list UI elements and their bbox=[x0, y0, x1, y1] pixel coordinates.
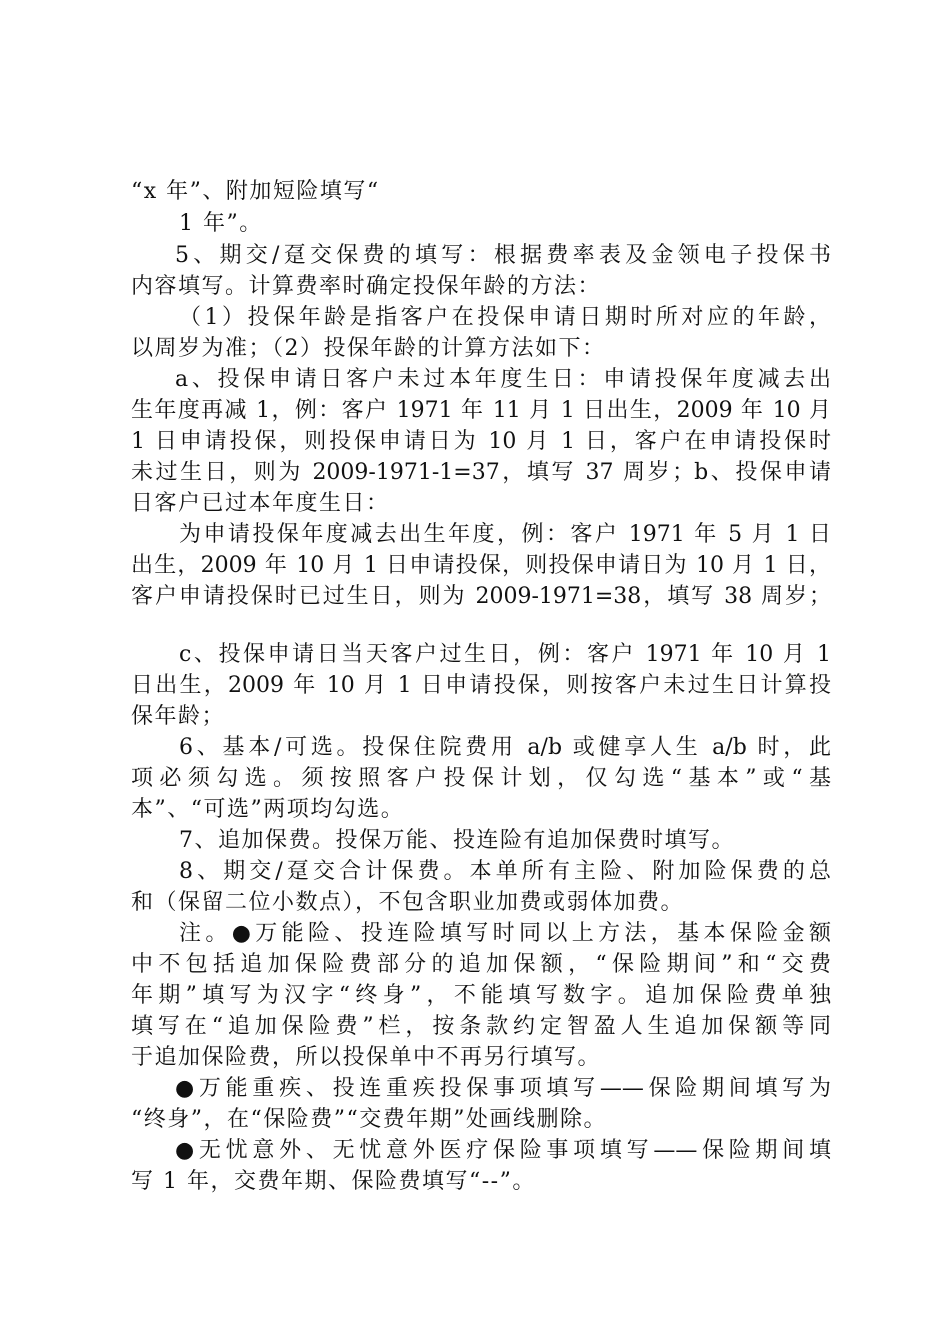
text-line: 保年龄； bbox=[131, 704, 226, 729]
text-line: a、投保申请日客户未过本年度生日：申请投保年度减去出 bbox=[175, 367, 831, 392]
text-line: 填写在“追加保险费”栏，按条款约定智盈人生追加保额等同 bbox=[131, 1014, 831, 1039]
text-line: c、投保申请日当天客户过生日，例：客户 1971 年 10 月 1 bbox=[179, 642, 831, 667]
text-line: “终身”，在“保险费”“交费年期”处画线删除。 bbox=[131, 1107, 607, 1132]
text-line: 年期”填写为汉字“终身”，不能填写数字。追加保险费单独 bbox=[131, 983, 831, 1008]
text-line: 日出生，2009 年 10 月 1 日申请投保，则按客户未过生日计算投 bbox=[131, 673, 831, 698]
text-line: 项必须勾选。须按照客户投保计划，仅勾选“基本”或“基 bbox=[131, 766, 831, 791]
text-line: 于追加保险费，所以投保单中不再另行填写。 bbox=[131, 1045, 602, 1070]
text-line: ●万能重疾、投连重疾投保事项填写——保险期间填写为 bbox=[175, 1076, 831, 1101]
text-line: 客户申请投保时已过生日，则为 2009-1971=38，填写 38 周岁； bbox=[131, 584, 831, 609]
text-line: 内容填写。计算费率时确定投保年龄的方法： bbox=[131, 274, 602, 299]
text-line: 1 年”。 bbox=[179, 211, 263, 236]
text-line: 中不包括追加保险费部分的追加保额，“保险期间”和“交费 bbox=[131, 952, 831, 977]
text-line: 5、期交/趸交保费的填写：根据费率表及金领电子投保书 bbox=[175, 243, 831, 268]
text-line: 出生，2009 年 10 月 1 日申请投保，则投保申请日为 10 月 1 日， bbox=[131, 553, 831, 578]
text-line: 1 日申请投保，则投保申请日为 10 月 1 日，客户在申请投保时 bbox=[131, 429, 831, 454]
text-line: 生年度再减 1，例：客户 1971 年 11 月 1 日出生，2009 年 10 月 bbox=[131, 398, 831, 423]
text-line: 写 1 年，交费年期、保险费填写“--”。 bbox=[131, 1169, 536, 1194]
text-line: ●无忧意外、无忧意外医疗保险事项填写——保险期间填 bbox=[175, 1138, 831, 1163]
text-line: 注。●万能险、投连险填写时同以上方法，基本保险金额 bbox=[179, 921, 831, 946]
text-line: （1）投保年龄是指客户在投保申请日期时所对应的年龄， bbox=[179, 305, 831, 330]
text-line: 6、基本/可选。投保住院费用 a/b 或健享人生 a/b 时，此 bbox=[179, 735, 831, 760]
text-line: 和（保留二位小数点），不包含职业加费或弱体加费。 bbox=[131, 890, 685, 915]
document-page bbox=[131, 0, 831, 1344]
text-line: 本”、“可选”两项均勾选。 bbox=[131, 797, 405, 822]
text-line: 日客户已过本年度生日： bbox=[131, 491, 390, 516]
text-line: 7、追加保费。投保万能、投连险有追加保费时填写。 bbox=[179, 828, 735, 853]
text-line: 以周岁为准；（2）投保年龄的计算方法如下： bbox=[131, 336, 606, 361]
text-line: 为申请投保年度减去出生年度，例：客户 1971 年 5 月 1 日 bbox=[179, 522, 831, 547]
text-line: 未过生日，则为 2009-1971-1=37，填写 37 周岁；b、投保申请 bbox=[131, 460, 831, 485]
text-line: 8、期交/趸交合计保费。本单所有主险、附加险保费的总 bbox=[179, 859, 831, 884]
text-line: “x 年”、附加短险填写“ bbox=[131, 179, 380, 204]
